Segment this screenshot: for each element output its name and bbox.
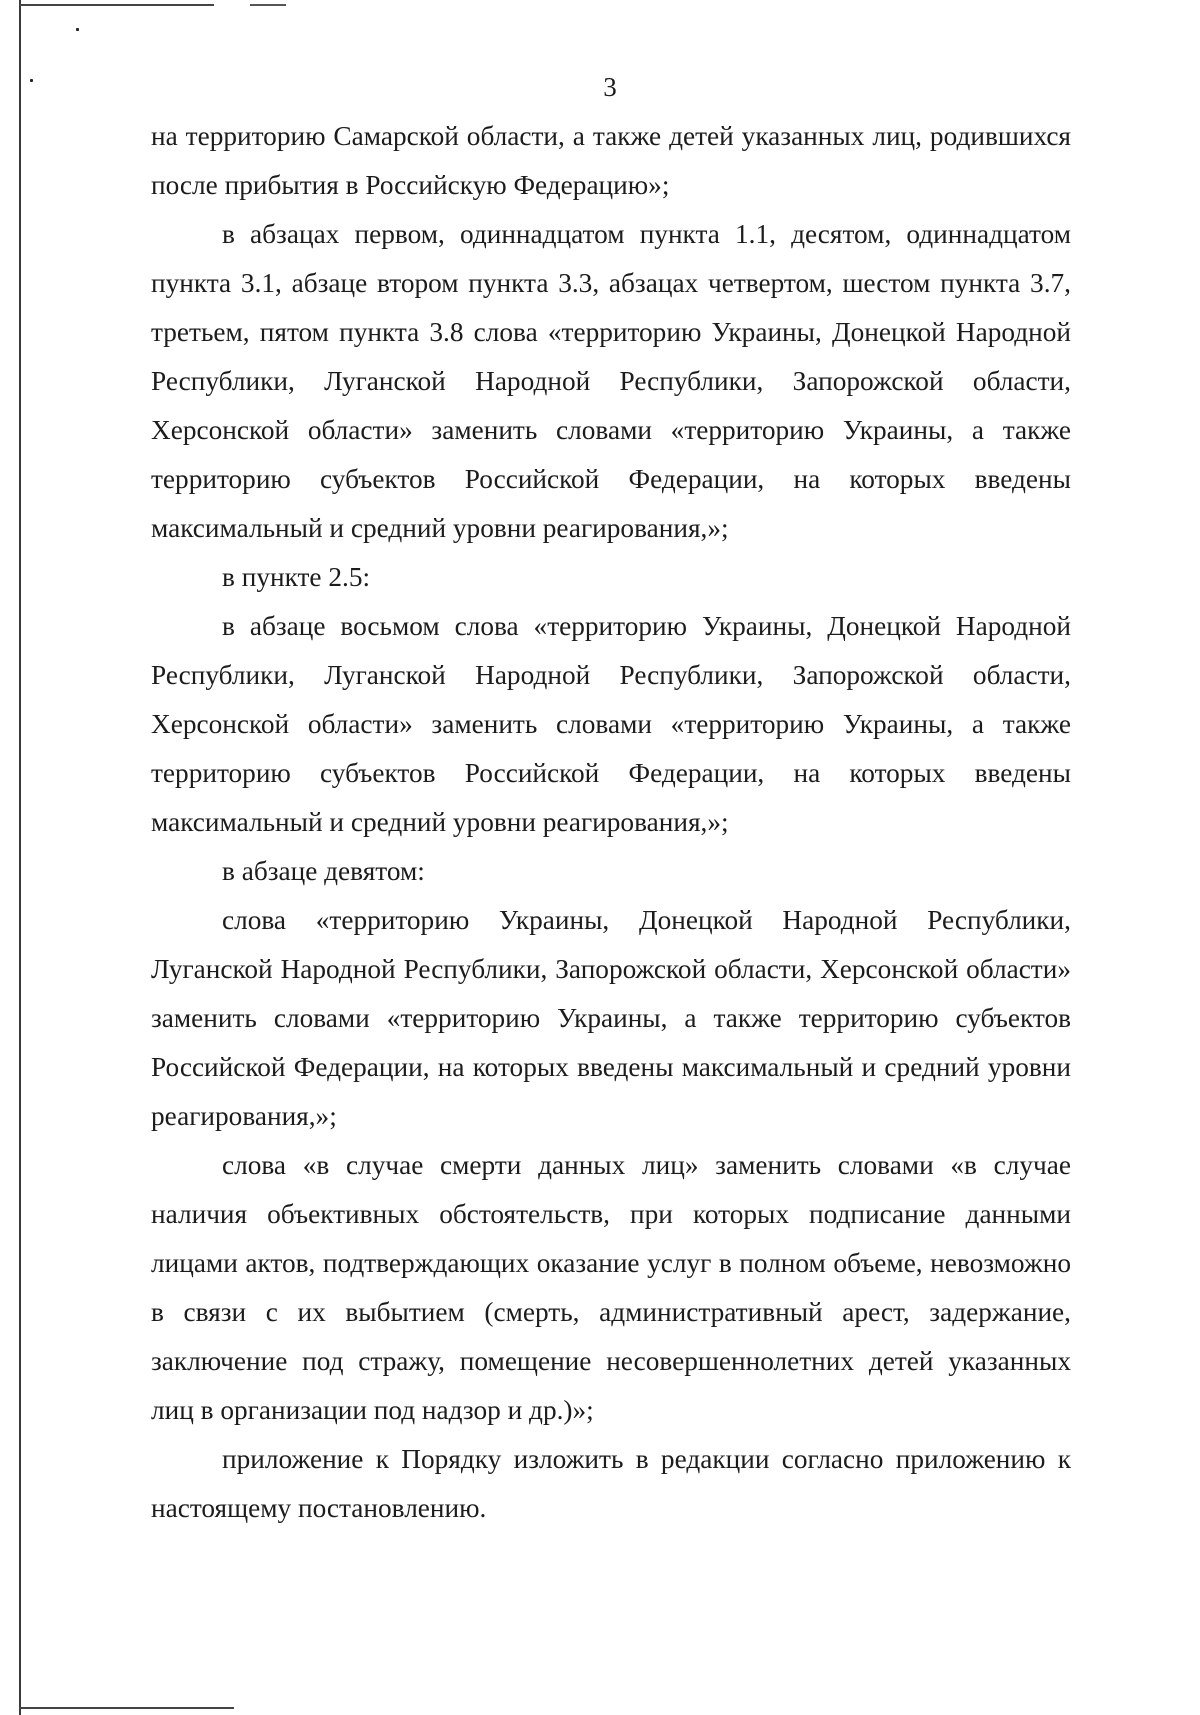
scan-speck: [76, 28, 79, 31]
scan-left-edge: [19, 0, 21, 1715]
paragraph: приложение к Порядку изложить в редакции согласно приложению к настоящему постановлению.: [151, 1444, 1071, 1523]
page-number: 3: [603, 72, 617, 102]
paragraph: в абзаце девятом:: [222, 856, 425, 886]
scan-bottom-mark: [19, 1707, 234, 1709]
scan-top-mark: [19, 4, 214, 6]
paragraph: на территорию Самарской области, а также детей указанных лиц, родившихся после прибытия в Российскую Федерацию»;: [151, 121, 1071, 200]
scan-top-mark: [250, 4, 286, 6]
document-body: [151, 112, 1071, 1533]
paragraph: слова «в случае смерти данных лиц» заменить словами «в случае наличия объективных обстоятельств, при которых подписание данными лицами актов, подтверждающих оказание услуг в полном объеме, невозможно в связи с их выбытием (смерть, административный арест, задержание, заключение под стражу, помещение несовершеннолетних детей указанных лиц в организации под надзор и др.)»;: [151, 1150, 1071, 1425]
paragraph: слова «территорию Украины, Донецкой Народной Республики, Луганской Народной Республики, Запорожской области, Херсонской области» заменить словами «территорию Украины, а также территорию субъектов Российской Федерации, на которых введены максимальный и средний уровни реагирования,»;: [151, 905, 1071, 1131]
paragraph: в абзаце восьмом слова «территорию Украины, Донецкой Народной Республики, Луганской Народной Республики, Запорожской области, Херсонской области» заменить словами «территорию Украины, а также территорию субъектов Российской Федерации, на которых введены максимальный и средний уровни реагирования,»;: [151, 611, 1071, 837]
paragraph: в абзацах первом, одиннадцатом пункта 1.1, десятом, одиннадцатом пункта 3.1, абзаце втором пункта 3.3, абзацах четвертом, шестом пункта 3.7, третьем, пятом пункта 3.8 слова «территорию Украины, Донецкой Народной Республики, Луганской Народной Республики, Запорожской области, Херсонской области» заменить словами «территорию Украины, а также территорию субъектов Российской Федерации, на которых введены максимальный и средний уровни реагирования,»;: [151, 219, 1071, 543]
paragraph: в пункте 2.5:: [222, 562, 371, 592]
